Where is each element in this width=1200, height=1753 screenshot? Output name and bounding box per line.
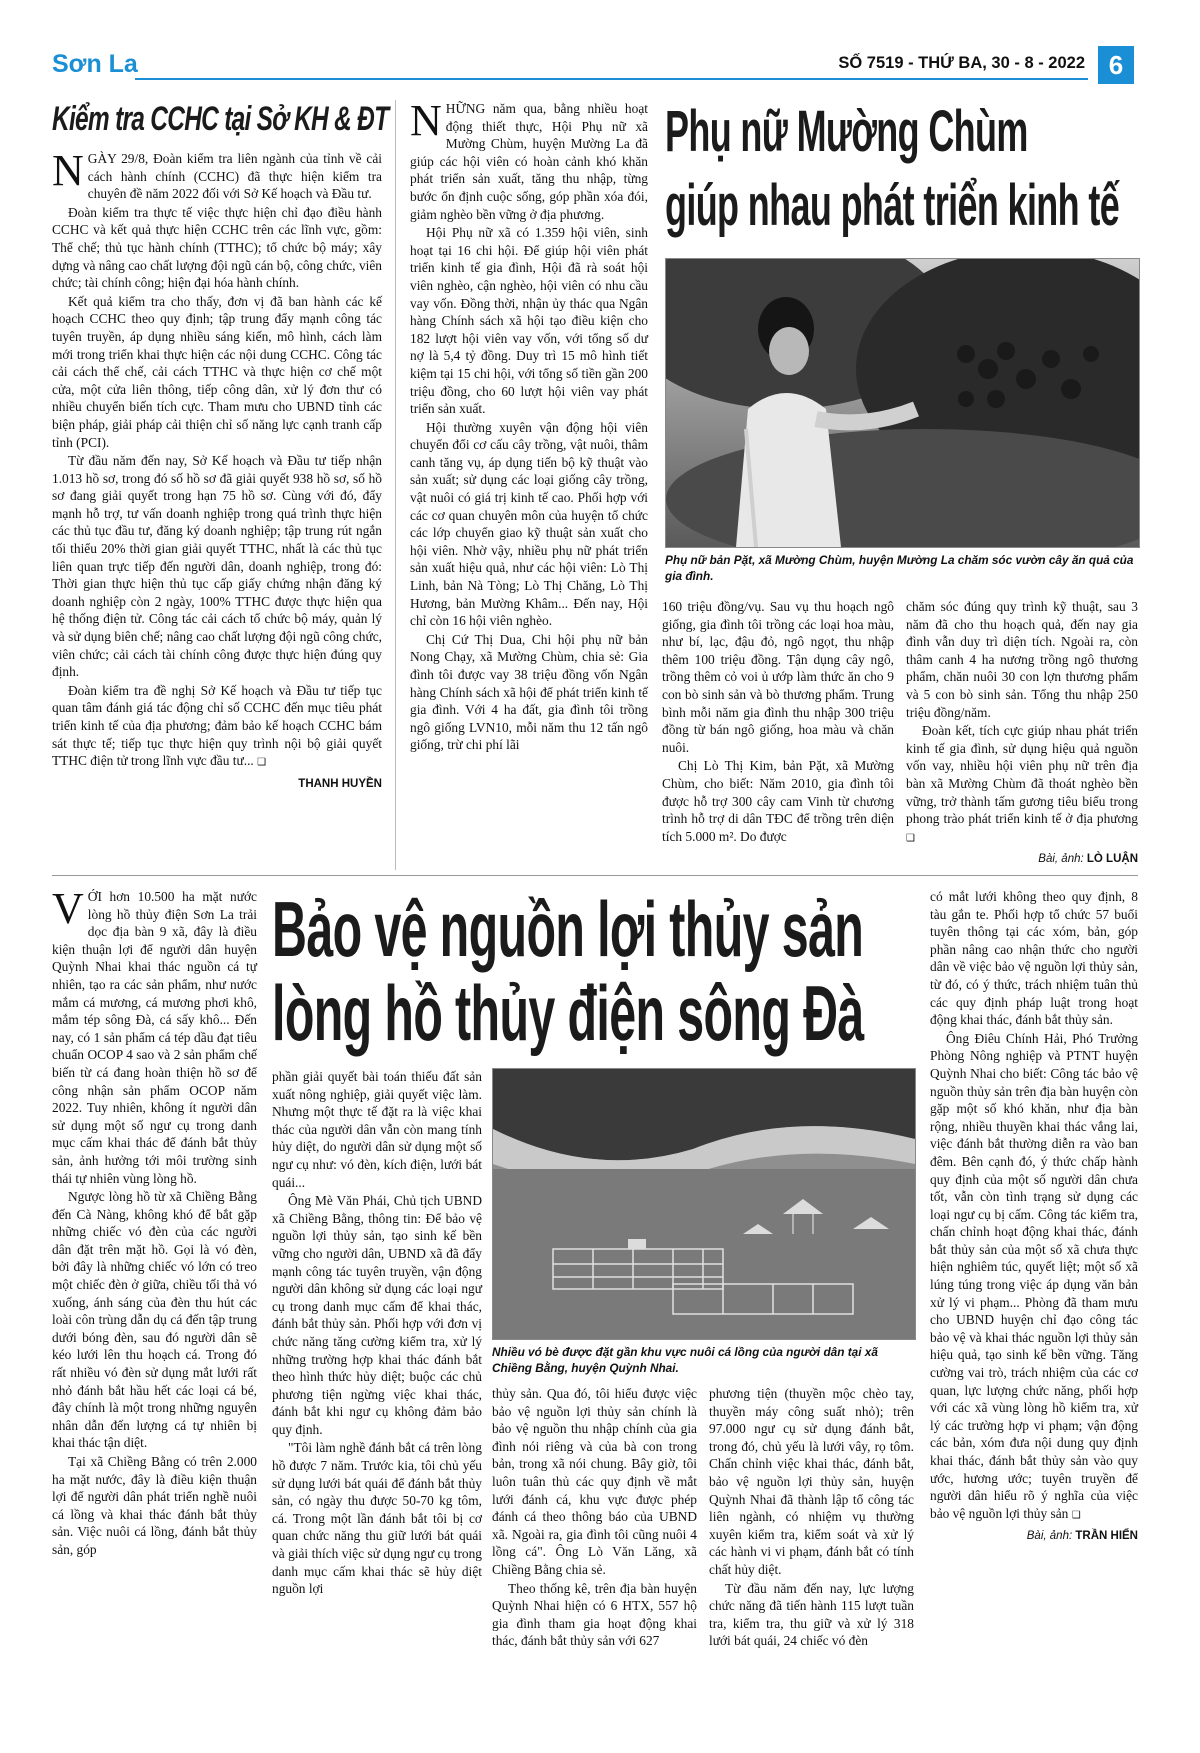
article2-title-line2: giúp nhau phát triển kinh tế [665,173,1120,238]
article2-body-col2 [662,598,894,846]
section-divider [52,875,1138,876]
issue-info: SỐ 7519 - THỨ BA, 30 - 8 - 2022 [838,54,1085,72]
end-mark: ❑ [906,832,915,844]
column-divider [395,100,396,870]
article3-paragraph: phương tiện (thuyền mộc chèo tay, thuyền máy công suất nhỏ); trên 97.000 ngư cụ sử dụng đánh bắt, trong đó, chủ yếu là lưới vây, rọ tôm. Chấn chỉnh việc khai thác, đánh bắt, bảo vệ nguồn lợi thủy sản, huyện Quỳnh Nhai đã thành lập tổ công tác liên ngành, có nhiệm vụ thường xuyên kiểm tra, kiểm soát và xử lý các hành vi vi phạm, đánh bắt có tính chất hủy diệt. [709,1386,914,1577]
lake-fishing-rafts-illustration [493,1069,915,1339]
article1-paragraph: Kết quả kiểm tra cho thấy, đơn vị đã ban hành các kế hoạch CCHC theo quy định; tập trung đẩy mạnh công tác tuyên truyền, áp dụng nhiều sáng kiến, mô hình, cách làm mới trong triển khai thực hiện các nội dung CCHC. Công tác cải cách thể chế, cải cách TTHC và thực hiện cơ chế một cửa, một cửa liên thông, tiếp công dân, xử lý đơn thư có nhiều chuyển biến tích cực. Tham mưu cho UBND tỉnh các biện pháp, giải pháp cải thiện chỉ số năng lực cạnh tranh cấp tỉnh (PCI). [52,293,382,450]
article3-title-line2: lòng hồ thủy điện sông Đà [272,969,864,1057]
article2-body-col1 [410,96,648,755]
article1-paragraph: Đoàn kiểm tra thực tế việc thực hiện chỉ đạo điều hành CCHC và kết quả thực hiện CCHC trên các lĩnh vực, gồm: Thể chế; thủ tục hành chính (TTHC); tổ chức bộ máy; xây dựng và nâng cao chất lượng đội ngũ cán bộ, công chức, viên chức; tài chính công; hiện đại hóa hành chính. [52,204,382,291]
article1-paragraph: Đoàn kiểm tra đề nghị Sở Kế hoạch và Đầu tư tiếp tục quan tâm đánh giá tác động chỉ số CCHC đến mục tiêu phát triển kinh tế của địa phương; đảm bảo kế hoạch CCHC bám sát thực tế; tiếp tục thực hiện quy trình nội bộ giải quyết TTHC điện tử trong lĩnh vực đầu tư... ❑ [52,682,382,769]
article3-paragraph: Ông Mè Văn Phái, Chủ tịch UBND xã Chiềng Bằng, thông tin: Để bảo vệ nguồn lợi thủy sản, tạo sinh kế bền vững cho người dân, UBND xã đã đẩy mạnh công tác tuyên truyền, vận động người dân không sử dụng các loại ngư cụ trong danh mục cấm để khai thác, đánh bắt thủy sản. Phối hợp với đơn vị chức năng tăng cường kiểm tra, xử lý những trường hợp khai thác đánh bắt theo hình thức hủy diệt; buộc các chủ phương tiện ngừng việc khai thác, đánh bắt khi ngư cụ không đảm bảo quy định. [272,1193,482,1437]
article3-dropcap: V [52,884,84,933]
article3-paragraph: có mắt lưới không theo quy định, 8 tàu gắn te. Phối hợp tổ chức 57 buổi tuyên thông tại các xóm, bản, góp phần nâng cao nhận thức cho người dân về việc bảo vệ nguồn lợi thủy sản, từ đó, có ý thức, trách nhiệm tuân thủ các quy định pháp luật trong hoạt động khai thác, đánh bắt thủy sản. [930,889,1138,1028]
article3-paragraph: Theo thống kê, trên địa bàn huyện Quỳnh Nhai hiện có 6 HTX, 557 hộ gia đình tham gia hoạt động khai thác, đánh bắt thủy sản với 627 [492,1580,697,1649]
article3-paragraph: Ông Điêu Chính Hải, Phó Trưởng Phòng Nông nghiệp và PTNT huyện Quỳnh Nhai cho biết: Công tác bảo vệ nguồn thủy sản trên địa bàn huyện còn gặp một số khó khăn, như địa bàn rộng, nhiều thuyền khai thác vắng lai, việc đánh bắt thường diễn ra vào ban đêm. Bên cạnh đó, ý thức chấp hành quy định của một số người dân chưa tốt, vẫn còn tình trạng sử dụng các loại ngư cụ bị cấm. Công tác kiểm tra, chấn chỉnh hoạt động khai thác, đánh bắt thủy sản của một số xã chưa thực hiện nghiêm túc, quyết liệt; một số xã lúng túng trong việc áp dụng văn bản xử lý vi phạm... Phòng đã tham mưu cho UBND huyện chỉ đạo công tác bảo vệ và khai thác nguồn lợi thủy sản hiệu quả, tạo sinh kế bền vững. Tăng cường vai trò, trách nhiệm của các cơ quan, lực lượng chức năng, phối hợp với các xã vùng lòng hồ kiểm tra, xử lý các trường hợp vi phạm; vận động các bản, xóm đưa nội dung quy định khai thác, đánh bắt thủy sản vào quy ước, hương ước; tuyên truyền để người dân hiểu rõ ý nghĩa của việc bảo vệ nguồn lợi thủy sản ❑ [930,1030,1138,1521]
page-header [0,0,1200,88]
article2-paragraph: Hội Phụ nữ xã có 1.359 hội viên, sinh hoạt tại 16 chi hội. Để giúp hội viên phát triển kinh tế gia đình, Hội đã rà soát hội viên nghèo, cận nghèo, hội viên có nhu cầu vay vốn. Đồng thời, nhận ủy thác qua Ngân hàng Chính sách xã hội tạo điều kiện cho 182 lượt hội viên vay vốn, với tổng số dư nợ là 5,4 tỷ đồng. Duy trì 15 mô hình tiết kiệm tại 15 chi hội, với tổng số tiền gần 200 triệu đồng, cho 60 lượt hội viên vay phát triển sản xuất. [410,225,648,417]
article2-lead: HỮNG năm qua, bằng nhiều hoạt động thiết thực, Hội Phụ nữ xã Mường Chùm, huyện Mường La đã giúp các hội viên có hoàn cảnh khó khăn phát triển sản xuất, tăng thu nhập, từng bước ổn định cuộc sống, góp phần xóa đói, giảm nghèo bền vững ở địa phương. [410,101,648,222]
article1-lead: GÀY 29/8, Đoàn kiểm tra liên ngành của tỉnh về cải cách hành chính (CCHC) đã thực hiện kiểm tra chuyên đề năm 2022 đối với Sở Kế hoạch và Đầu tư. [87,151,382,202]
article1-dropcap: N [52,146,84,195]
article3-body-col2 [272,1068,482,1599]
article3-caption: Nhiều vó bè được đặt gần khu vực nuôi cá lồng của người dân tại xã Chiềng Bằng, huyện Quỳnh Nhai. [492,1345,878,1375]
article3-credit: Bài, ảnh: TRẦN HIỂN [1026,1530,1138,1543]
article3-lead: ỚI hơn 10.500 ha mặt nước lòng hồ thủy điện Sơn La trải dọc địa bàn 9 xã, đây là điều kiện thuận lợi để người dân huyện Quỳnh Nhai khai thác nguồn cá tự nhiên, tạo ra các sản phẩm, như nước mắm cá mương, cá mương phơi khô, mắm tép sông Đà, cá sấy khô... Đến nay, có 1 sản phẩm cá tép dầu đạt tiêu chuẩn OCOP 4 sao và 2 sản phẩm chế biến từ cá đang hoàn thiện hồ sơ để công nhận sản phẩm OCOP năm 2022. Tuy nhiên, không ít người dân sử dụng một số ngư cụ trong danh mục cấm khai thác để đánh bắt thủy sản, ảnh hưởng tới môi trường sinh thái tự nhiên vùng lòng hồ. [52,889,257,1186]
article3-photo [492,1068,916,1340]
section-name: Sơn La [52,50,138,78]
article2-paragraph: chăm sóc đúng quy trình kỹ thuật, sau 3 năm đã cho thu hoạch quả, đến nay gia đình vẫn duy trì diện tích. Ngoài ra, còn thâm canh 4 ha nương trồng ngô thương phẩm, chăn nuôi 30 con lợn thương phẩm và 5 con bò sinh sản. Tổng thu nhập 250 triệu đồng/năm. [906,599,1138,720]
header-rule [135,78,1088,80]
article1-paragraph: Từ đầu năm đến nay, Sở Kế hoạch và Đầu tư tiếp nhận 1.013 hồ sơ, trong đó số hồ sơ đã giải quyết 938 hồ sơ, số hồ sơ đang giải quyết trong hạn 75 hồ sơ. Cùng với đó, đẩy mạnh hỗ trợ, tư vấn doanh nghiệp trong quá trình thực hiện các thủ tục đầu tư, đăng ký doanh nghiệp; tập trung rút ngắn tối thiểu 20% thời gian giải quyết TTHC, nhất là các thủ tục liên quan trực tiếp đến người dân, doanh nghiệp, trong đó: Thời gian thực hiện thủ tục cấp giấy chứng nhận đăng ký doanh nghiệp còn 2 ngày, 100% TTHC được thực hiện qua hệ thống điện tử. Công tác cải cách tổ chức bộ máy, quản lý và sử dụng biên chế; nâng cao chất lượng đội ngũ công chức, viên chức; cải cách tài chính công được thực hiện đúng quy định. [52,453,382,680]
orchard-photo-illustration [666,259,1139,547]
article2-paragraph: Chị Cứ Thị Dua, Chi hội phụ nữ bản Nong Chạy, xã Mường Chùm, chia sẻ: Gia đình tôi được vay 38 triệu đồng vốn Ngân hàng Chính sách xã hội để phát triển kinh tế gia đình. Với 4 ha đất, gia đình tôi trồng ngô giống LVN10, mỗi năm thu 12 tấn ngô giống, trừ chi phí lãi [410,631,648,753]
page-number: 6 [1098,46,1134,84]
article2-title-line1: Phụ nữ Mường Chùm [665,99,1028,164]
article3-paragraph: phần giải quyết bài toán thiếu đất sản xuất nông nghiệp, giải quyết việc làm. Nhưng một thực tế đặt ra là việc khai thác của người dân vẫn còn mang tính hủy diệt, do người dân sử dụng một số ngư cụ như: vó đèn, kích điện, lưới bát quái... [272,1069,482,1190]
article1-title: Kiểm tra CCHC tại Sở KH & ĐT [52,100,389,138]
article2-photo [665,258,1140,548]
article3-body-col5 [930,888,1138,1546]
article3-paragraph: Từ đầu năm đến nay, lực lượng chức năng đã tiến hành 115 lượt tuần tra, kiểm tra, thu giữ và xử lý 318 lưới bát quái, 24 chiếc vó đèn [709,1580,914,1649]
end-mark: ❑ [257,757,267,769]
article2-credit: Bài, ảnh: LÒ LUẬN [1038,853,1138,866]
article1-author: THANH HUYỀN [298,777,382,790]
article3-body-col3 [492,1385,697,1651]
article2-paragraph: Hội thường xuyên vận động hội viên chuyển đổi cơ cấu cây trồng, vật nuôi, thâm canh tăng vụ, áp dụng tiến bộ kỹ thuật vào sản xuất; sử dụng các loại giống cây trồng, vật nuôi có giá trị kinh tế cao. Phối hợp với các cơ quan chuyên môn của huyện tổ chức các lớp chuyển giao kỹ thuật sản xuất cho hội viên. Nhờ vậy, nhiều phụ nữ phát triển sản xuất hiệu quả, như các hội viên: Lò Thị Linh, bản Nà Tòng; Lò Thị Chăng, Lò Thị Hương, bản Mường Khâm... Đến nay, Hội chỉ còn 16 hội viên nghèo. [410,419,648,629]
article2-caption: Phụ nữ bản Pặt, xã Mường Chùm, huyện Mường La chăm sóc vườn cây ăn quả của gia đình. [665,553,1134,583]
article2-body-col3 [906,598,1138,869]
article2-paragraph: Đoàn kết, tích cực giúp nhau phát triển kinh tế gia đình, sử dụng hiệu quả nguồn vốn vay, nhiều hội viên phụ nữ trên địa bàn xã Mường Chùm đã thoát nghèo bền vững, trở thành tấm gương tiêu biểu trong phong trào phát triển kinh tế ở địa phương ❑ [906,723,1138,844]
article3-paragraph: Ngược lòng hồ từ xã Chiềng Bằng đến Cà Nàng, không khó để bắt gặp những chiếc vó đèn của các người dân đặt trên mặt hồ. Gọi là vó đèn, bởi đây là những chiếc vó lớn có treo một chiếc đèn ở giữa, chiều tối thả vó xuống, ánh sáng của đèn thu hút các loài côn trùng dẫn dụ cá đến tập trung dưới bóng đèn, sau đó người dân sẽ kéo lưới lên thu hoạch cá. Trong đó rất nhiều vó đèn sử dụng mắt lưới rất nhỏ đánh bắt hầu hết các loại cá bé, đây chính là một trong những nguyên nhân dẫn đến lượng cá tự nhiên bị khai thác tận diệt. [52,1189,257,1451]
article3-body-col4 [709,1385,914,1651]
article2-paragraph: Chị Lò Thị Kim, bản Pặt, xã Mường Chùm, cho biết: Năm 2010, gia đình tôi được hỗ trợ 300 cây cam Vinh từ chương trình hỗ trợ di dân TĐC để trồng trên diện tích 5.000 m². Do được [662,758,894,844]
article3-title-line1: Bảo vệ nguồn lợi thủy sản [272,885,864,973]
article2-paragraph: 160 triệu đồng/vụ. Sau vụ thu hoạch ngô giống, gia đình tôi trồng các loại hoa màu, như bí, lạc, đậu đỏ, ngô ngọt, thu nhập thêm 100 triệu đồng. Tận dụng cây ngô, trồng thêm cỏ voi ủ ướp làm thức ăn cho 9 con bò sinh sản và bò thương phẩm. Trung bình mỗi năm gia đình thu nhập 300 triệu đồng từ bán ngô giống, hoa màu và chăn nuôi. [662,599,894,755]
article1-body [52,146,382,793]
article3-body-col1 [52,884,257,1560]
article3-paragraph: "Tôi làm nghề đánh bắt cá trên lòng hồ được 7 năm. Trước kia, tôi chủ yếu sử dụng lưới bát quái để đánh bắt thủy sản, có ngày thu được 50-70 kg tôm, cá. Trong một lần đánh bắt tôi bị cơ quan chức năng thu giữ lưới bát quái và giải thích việc sử dụng ngư cụ trong danh mục cấm khai thác sẽ hủy diệt nguồn lợi [272,1440,482,1597]
article3-paragraph: Tại xã Chiềng Bằng có trên 2.000 ha mặt nước, đây là điều kiện thuận lợi để người dân phát triển nghề nuôi cá lồng và khai thác đánh bắt thủy sản. Việc nuôi cá lồng, đánh bắt thủy sản, góp [52,1454,257,1557]
end-mark: ❑ [1071,1509,1081,1521]
article3-paragraph: thủy sản. Qua đó, tôi hiểu được việc bảo vệ nguồn lợi thủy sản chính là bảo vệ nguồn thu nhập chính của gia đình nói riêng và của bà con trong bản, trong xã nói chung. Bây giờ, tôi luôn tuân thủ các quy định về mắt lưới đánh cá, khu vực được phép đánh cá theo thông báo của UBND xã. Ngoài ra, gia đình tôi cũng nuôi 4 lồng cá". Ông Lò Văn Lăng, xã Chiềng Bằng chia sẻ. [492,1386,697,1577]
article2-dropcap: N [410,96,442,145]
